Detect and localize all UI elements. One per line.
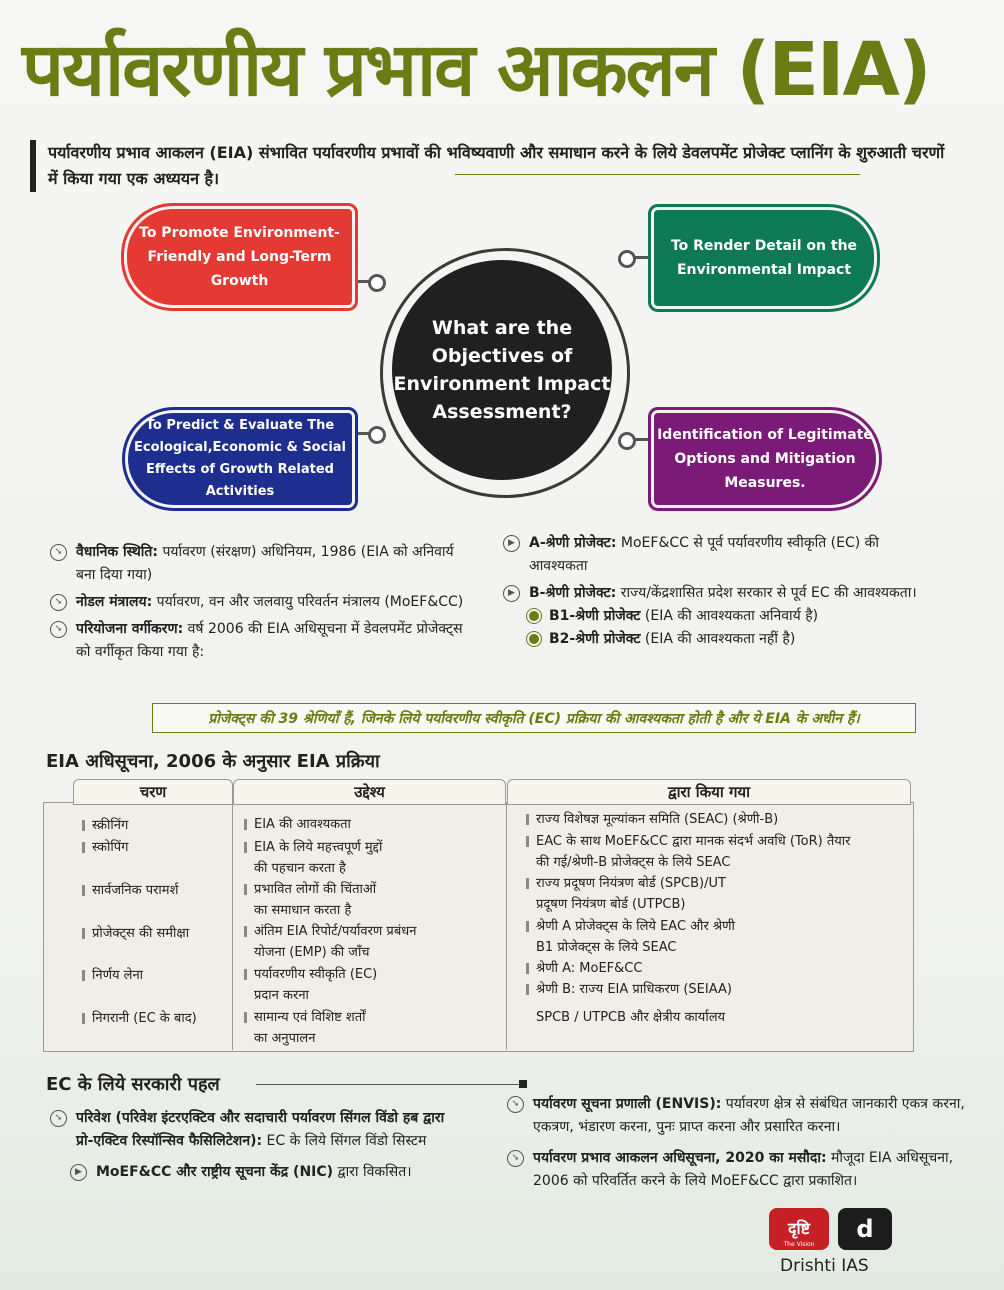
table-cell: अंतिम EIA रिपोर्ट/पर्यावरण प्रबंधन योजना (EMP) की जाँच xyxy=(242,921,416,963)
list-item: ▶ A-श्रेणी प्रोजेक्ट: MoEF&CC से पूर्व पर्यावरणीय स्वीकृति (EC) की आवश्यकता xyxy=(503,532,923,578)
list-item: ➘ वैधानिक स्थिति: पर्यावरण (संरक्षण) अधिनियम, 1986 (EIA को अनिवार्य बना दिया गया) xyxy=(50,541,470,587)
arrow-circle-icon: ➘ xyxy=(507,1150,524,1167)
table-cell: निर्णय लेना xyxy=(80,965,143,986)
list-item: ➘ परिवेश (परिवेश इंटरएक्टिव और सदाचारी पर्यावरण सिंगल विंडो हब द्वारा प्रो-एक्टिव रिस्पॉन्सिव फैसिलिटेशन): EC के लिये सिंगल विंडो सिस्टम xyxy=(50,1107,450,1153)
column-divider xyxy=(232,802,233,1050)
categories-banner: प्रोजेक्ट्स की 39 श्रेणियाँ हैं, जिनके लिये पर्यावरणीय स्वीकृति (EC) प्रक्रिया की आवश्यकता होती है और ये EIA के अधीन हैं। xyxy=(152,703,916,733)
bullet-dot-icon xyxy=(529,611,539,621)
divider xyxy=(455,174,860,175)
connector-node xyxy=(368,426,386,444)
govt-right-points xyxy=(507,1093,987,1197)
brand-name: Drishti IAS xyxy=(780,1256,869,1276)
table-cell: राज्य प्रदूषण नियंत्रण बोर्ड (SPCB)/UT प्रदूषण नियंत्रण बोर्ड (UTPCB) xyxy=(524,873,726,915)
govt-left-points xyxy=(50,1107,450,1188)
bullet-dot-icon xyxy=(529,634,539,644)
table-cell: श्रेणी A प्रोजेक्ट्स के लिये EAC और श्रेणी B1 प्रोजेक्ट्स के लिये SEAC xyxy=(524,916,735,958)
center-question: What are the Objectives of Environment Impact Assessment? xyxy=(392,260,612,480)
arrow-circle-icon: ➘ xyxy=(507,1096,524,1113)
table-cell: प्रभावित लोगों की चिंताओं का समाधान करता है xyxy=(242,879,376,921)
table-header-done-by: द्वारा किया गया xyxy=(507,779,911,805)
sub-list-item: B1-श्रेणी प्रोजेक्ट (EIA की आवश्यकता अनिवार्य है) xyxy=(503,605,923,628)
table-cell: पर्यावरणीय स्वीकृति (EC) प्रदान करना xyxy=(242,964,377,1006)
list-item: ➘ पर्यावरण प्रभाव आकलन अधिसूचना, 2020 का मसौदा: मौजूदा EIA अधिसूचना, 2006 को परिवर्तित करने के लिये MoEF&CC द्वारा प्रकाशित। xyxy=(507,1147,987,1193)
drishti-logo: दृष्टि The Vision xyxy=(769,1208,829,1250)
table-cell: राज्य विशेषज्ञ मूल्यांकन समिति (SEAC) (श्रेणी-B) xyxy=(524,809,778,830)
table-cell: सार्वजनिक परामर्श xyxy=(80,880,178,901)
table-cell: श्रेणी B: राज्य EIA प्राधिकरण (SEIAA) xyxy=(524,979,732,1000)
arrow-circle-icon: ➘ xyxy=(50,621,67,638)
arrow-circle-icon: ➘ xyxy=(50,594,67,611)
table-cell: EIA की आवश्यकता xyxy=(242,814,351,835)
table-cell: स्क्रीनिंग xyxy=(80,815,128,836)
table-cell: EIA के लिये महत्त्वपूर्ण मुद्दों की पहचान करता है xyxy=(242,837,382,879)
list-item: ➘ परियोजना वर्गीकरण: वर्ष 2006 की EIA अधिसूचना में डेवलपमेंट प्रोजेक्ट्स को वर्गीकृत किया गया है: xyxy=(50,618,470,664)
table-cell: स्कोपिंग xyxy=(80,837,128,858)
right-points xyxy=(503,532,923,651)
play-circle-icon: ▶ xyxy=(503,585,520,602)
objective-identify-options: Identification of Legitimate Options and Mitigation Measures. xyxy=(654,413,876,505)
play-circle-icon: ▶ xyxy=(70,1164,87,1181)
govt-heading: EC के लिये सरकारी पहल xyxy=(46,1074,220,1095)
list-item: ➘ नोडल मंत्रालय: पर्यावरण, वन और जलवायु परिवर्तन मंत्रालय (MoEF&CC) xyxy=(50,591,470,614)
left-points xyxy=(50,541,470,668)
page-title: पर्यावरणीय प्रभाव आकलन (EIA) xyxy=(22,27,930,113)
table-cell: SPCB / UTPCB और क्षेत्रीय कार्यालय xyxy=(536,1010,726,1025)
list-item: ➘ पर्यावरण सूचना प्रणाली (ENVIS): पर्यावरण क्षेत्र से संबंधित जानकारी एकत्र करना, एकत्रण, भंडारण करना, पुनः प्राप्त करना और प्रसारित करना। xyxy=(507,1093,987,1139)
connector-node xyxy=(368,274,386,292)
process-heading: EIA अधिसूचना, 2006 के अनुसार EIA प्रक्रिया xyxy=(46,751,380,772)
table-cell: सामान्य एवं विशिष्ट शर्तों का अनुपालन xyxy=(242,1007,366,1049)
table-header-stage: चरण xyxy=(73,779,233,805)
d-logo-icon: d xyxy=(838,1208,892,1250)
table-header-objective: उद्देश्य xyxy=(233,779,506,805)
arrow-circle-icon: ➘ xyxy=(50,1110,67,1127)
objective-render-detail: To Render Detail on the Environmental Impact xyxy=(654,210,874,306)
arrow-circle-icon: ➘ xyxy=(50,544,67,561)
table-cell: श्रेणी A: MoEF&CC xyxy=(524,958,642,979)
table-cell: प्रोजेक्ट्स की समीक्षा xyxy=(80,923,189,944)
divider-end-marker xyxy=(519,1080,527,1088)
table-cell: EAC के साथ MoEF&CC द्वारा मानक संदर्भ अवधि (ToR) तैयार की गई/श्रेणी-B प्रोजेक्ट्स के लिये SEAC xyxy=(524,831,850,873)
connector-node xyxy=(618,432,636,450)
table-cell: निगरानी (EC के बाद) xyxy=(80,1008,197,1029)
list-item: ▶ B-श्रेणी प्रोजेक्ट: राज्य/केंद्रशासित प्रदेश सरकार से पूर्व EC की आवश्यकता। xyxy=(503,582,923,605)
column-divider xyxy=(506,802,507,1050)
play-circle-icon: ▶ xyxy=(503,535,520,552)
objective-predict-evaluate: To Predict & Evaluate The Ecological,Economic & Social Effects of Growth Related Activities xyxy=(128,413,352,505)
objective-promote-growth: To Promote Environment-Friendly and Long-Term Growth xyxy=(127,209,352,305)
sub-list-item: B2-श्रेणी प्रोजेक्ट (EIA की आवश्यकता नहीं है) xyxy=(503,628,923,651)
sub-list-item: ▶ MoEF&CC और राष्ट्रीय सूचना केंद्र (NIC) द्वारा विकसित। xyxy=(70,1161,450,1184)
divider xyxy=(256,1084,524,1085)
intro-text: पर्यावरणीय प्रभाव आकलन (EIA) संभावित पर्यावरणीय प्रभावों की भविष्यवाणी और समाधान करने के लिये डेवलपमेंट प्रोजेक्ट प्लानिंग के शुरुआती चरणों में किया गया एक अध्ययन है। xyxy=(30,140,948,192)
connector-node xyxy=(618,250,636,268)
